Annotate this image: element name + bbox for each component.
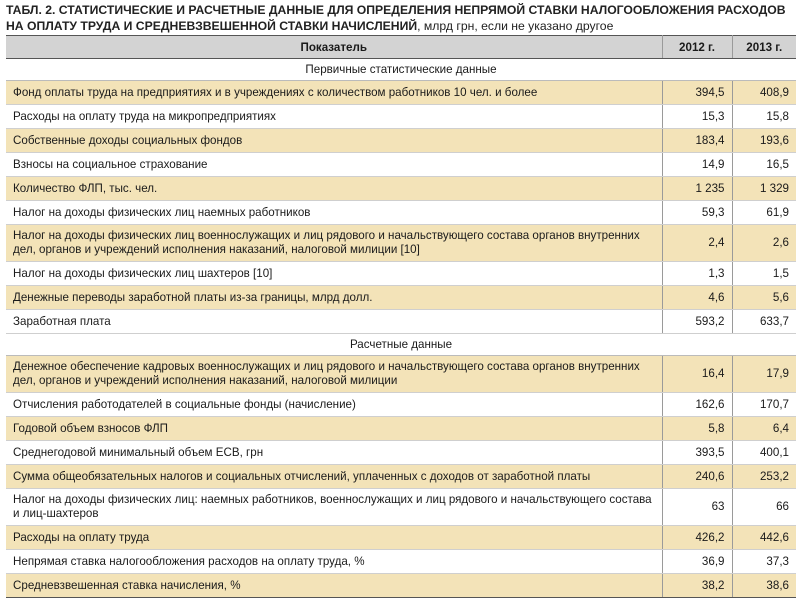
table-row xyxy=(6,441,796,465)
table-units: , млрд грн, если не указано другое xyxy=(417,19,614,33)
table-row xyxy=(6,417,796,441)
row-value-2012: 240,6 xyxy=(662,465,732,489)
row-value-2012: 1,3 xyxy=(662,262,732,286)
row-value-2012: 394,5 xyxy=(662,81,732,105)
row-value-2013: 633,7 xyxy=(732,310,796,334)
row-label: Непрямая ставка налогообложения расходов на оплату труда, % xyxy=(6,550,662,574)
row-label: Годовой объем взносов ФЛП xyxy=(6,417,662,441)
row-value-2012: 59,3 xyxy=(662,201,732,225)
data-table xyxy=(6,35,796,598)
row-value-2012: 16,4 xyxy=(662,356,732,393)
row-label: Налог на доходы физических лиц: наемных работников, военнослужащих и лиц рядового и начальствующего состава и лиц-шахтеров xyxy=(6,489,662,526)
table-row xyxy=(6,286,796,310)
table-title: ТАБЛ. 2. СТАТИСТИЧЕСКИЕ И РАСЧЕТНЫЕ ДАННЫЕ ДЛЯ ОПРЕДЕЛЕНИЯ НЕПРЯМОЙ СТАВКИ НАЛОГООБЛОЖЕНИЯ РАСХОДОВ НА ОПЛАТУ ТРУДА И СРЕДНЕВЗВЕШЕННОЙ СТАВКИ НАЧИСЛЕНИЙ xyxy=(6,3,786,33)
row-value-2013: 1,5 xyxy=(732,262,796,286)
table-row xyxy=(6,574,796,598)
row-value-2013: 193,6 xyxy=(732,129,796,153)
row-value-2013: 1 329 xyxy=(732,177,796,201)
row-value-2012: 15,3 xyxy=(662,105,732,129)
row-label: Заработная плата xyxy=(6,310,662,334)
row-label: Денежное обеспечение кадровых военнослужащих и лиц рядового и начальствующего состава органов внутренних дел, органов и учреждений исполнения наказаний, налоговой милиции xyxy=(6,356,662,393)
row-label: Фонд оплаты труда на предприятиях и в учреждениях с количеством работников 10 чел. и более xyxy=(6,81,662,105)
section-primary-label: Первичные статистические данные xyxy=(6,59,796,81)
row-value-2012: 5,8 xyxy=(662,417,732,441)
row-label: Денежные переводы заработной платы из-за границы, млрд долл. xyxy=(6,286,662,310)
row-value-2013: 2,6 xyxy=(732,225,796,262)
row-value-2013: 61,9 xyxy=(732,201,796,225)
table-row xyxy=(6,81,796,105)
row-value-2013: 15,8 xyxy=(732,105,796,129)
row-value-2012: 14,9 xyxy=(662,153,732,177)
header-2012: 2012 г. xyxy=(662,36,732,59)
row-value-2013: 6,4 xyxy=(732,417,796,441)
row-label: Собственные доходы социальных фондов xyxy=(6,129,662,153)
section-row-calc xyxy=(6,334,796,356)
row-label: Налог на доходы физических лиц наемных работников xyxy=(6,201,662,225)
row-value-2012: 183,4 xyxy=(662,129,732,153)
row-label: Сумма общеобязательных налогов и социальных отчислений, уплаченных с доходов от заработной платы xyxy=(6,465,662,489)
row-value-2013: 170,7 xyxy=(732,393,796,417)
row-value-2012: 36,9 xyxy=(662,550,732,574)
table-row xyxy=(6,310,796,334)
table-row xyxy=(6,153,796,177)
table-row xyxy=(6,489,796,526)
row-value-2012: 426,2 xyxy=(662,526,732,550)
section-row-primary xyxy=(6,59,796,81)
row-value-2013: 37,3 xyxy=(732,550,796,574)
table-row xyxy=(6,526,796,550)
table-row xyxy=(6,393,796,417)
table-caption xyxy=(6,2,796,34)
table-row xyxy=(6,550,796,574)
row-value-2012: 2,4 xyxy=(662,225,732,262)
row-value-2012: 4,6 xyxy=(662,286,732,310)
row-value-2012: 593,2 xyxy=(662,310,732,334)
row-value-2013: 442,6 xyxy=(732,526,796,550)
row-label: Налог на доходы физических лиц военнослужащих и лиц рядового и начальствующего состава органов внутренних дел, органов и учреждений исполнения наказаний, налоговой милиции [10] xyxy=(6,225,662,262)
header-indicator: Показатель xyxy=(6,36,662,59)
row-label: Взносы на социальное страхование xyxy=(6,153,662,177)
row-value-2012: 63 xyxy=(662,489,732,526)
table-row xyxy=(6,262,796,286)
row-value-2013: 408,9 xyxy=(732,81,796,105)
table-row xyxy=(6,177,796,201)
row-value-2012: 162,6 xyxy=(662,393,732,417)
row-value-2013: 5,6 xyxy=(732,286,796,310)
row-value-2013: 16,5 xyxy=(732,153,796,177)
section-calc-label: Расчетные данные xyxy=(6,334,796,356)
row-label: Среднегодовой минимальный объем ЕСВ, грн xyxy=(6,441,662,465)
row-value-2013: 17,9 xyxy=(732,356,796,393)
row-value-2012: 1 235 xyxy=(662,177,732,201)
row-label: Отчисления работодателей в социальные фонды (начисление) xyxy=(6,393,662,417)
row-label: Средневзвешенная ставка начисления, % xyxy=(6,574,662,598)
table-row xyxy=(6,465,796,489)
header-2013: 2013 г. xyxy=(732,36,796,59)
row-value-2013: 38,6 xyxy=(732,574,796,598)
row-label: Количество ФЛП, тыс. чел. xyxy=(6,177,662,201)
row-value-2013: 66 xyxy=(732,489,796,526)
row-label: Расходы на оплату труда xyxy=(6,526,662,550)
row-label: Налог на доходы физических лиц шахтеров [10] xyxy=(6,262,662,286)
row-value-2012: 38,2 xyxy=(662,574,732,598)
row-value-2013: 253,2 xyxy=(732,465,796,489)
table-row xyxy=(6,356,796,393)
table-row xyxy=(6,201,796,225)
table-row xyxy=(6,129,796,153)
header-row xyxy=(6,36,796,59)
row-value-2013: 400,1 xyxy=(732,441,796,465)
table-row xyxy=(6,225,796,262)
row-value-2012: 393,5 xyxy=(662,441,732,465)
row-label: Расходы на оплату труда на микропредприятиях xyxy=(6,105,662,129)
table-row xyxy=(6,105,796,129)
table-body xyxy=(6,59,796,598)
